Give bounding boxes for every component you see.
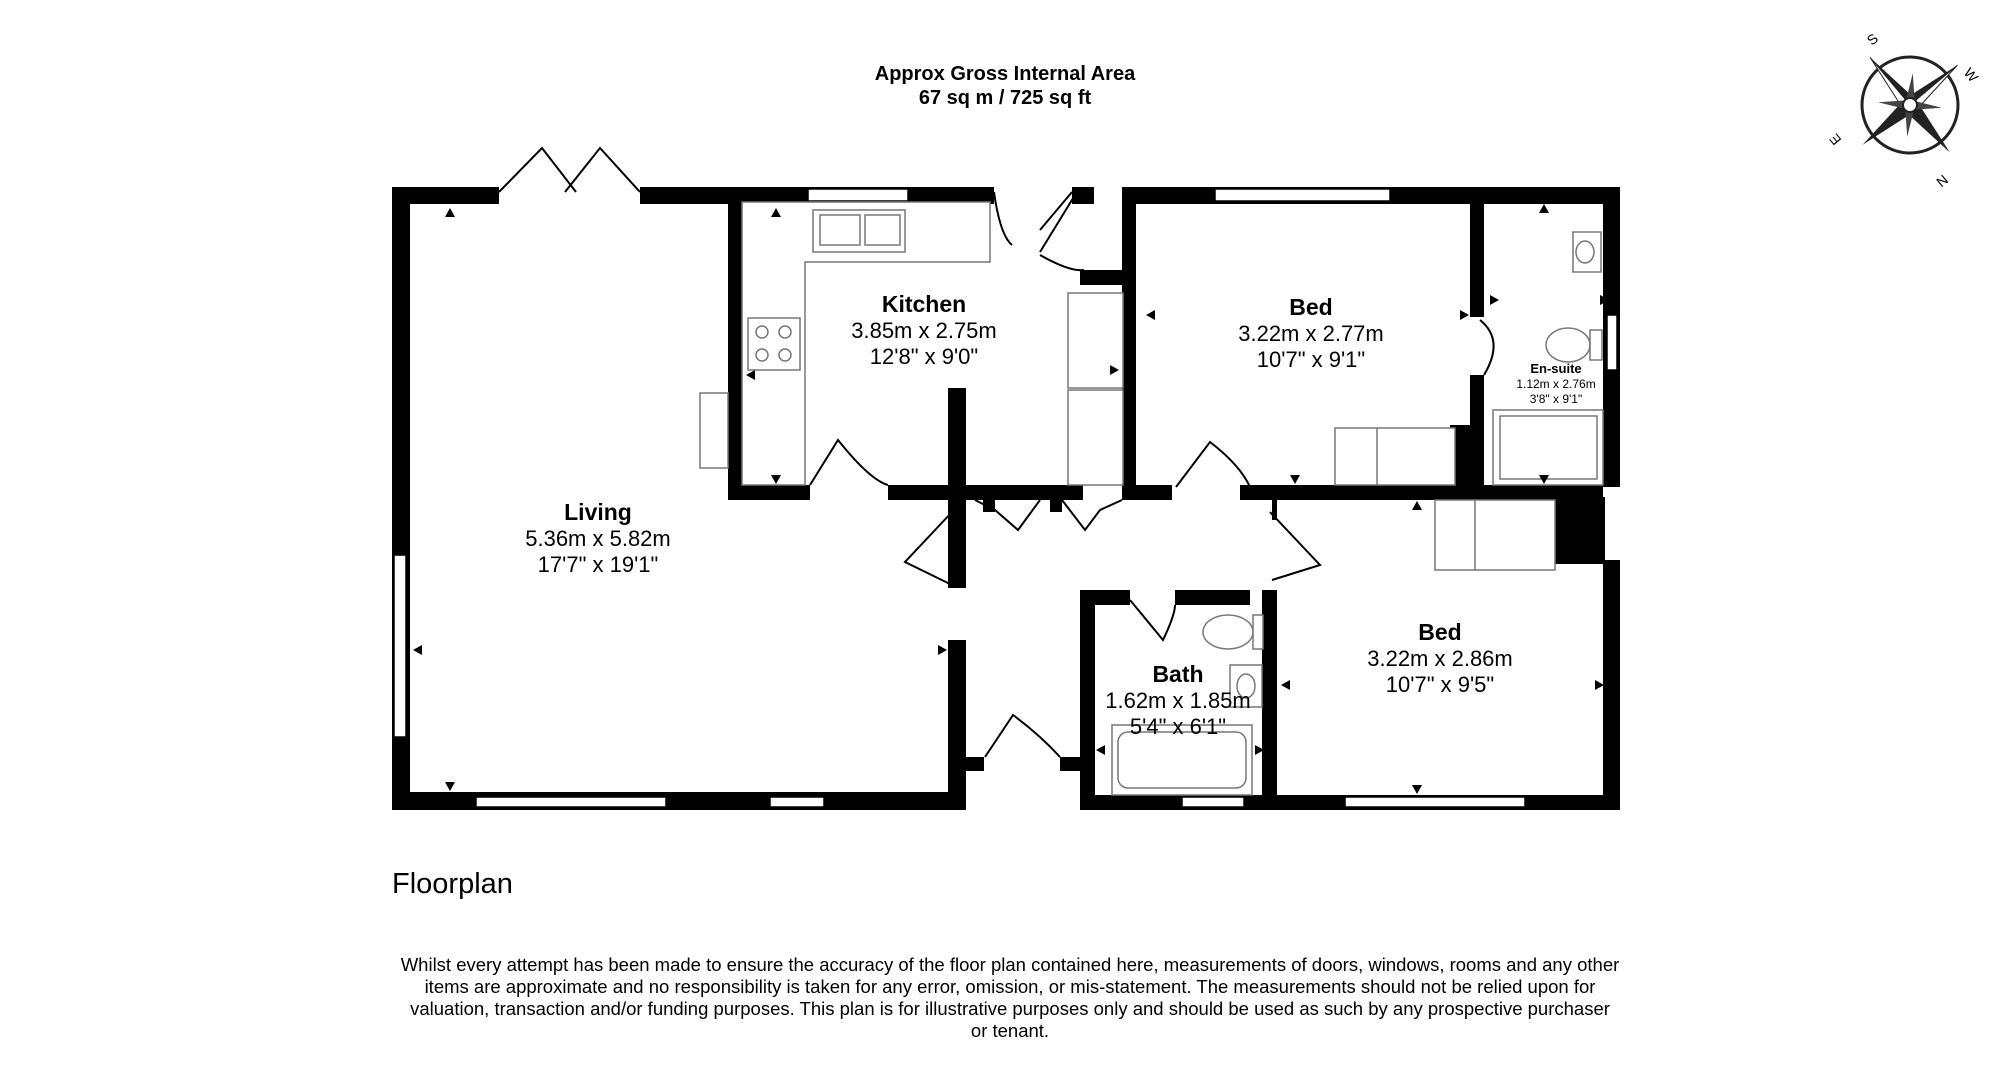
extractor-icon	[700, 393, 728, 468]
room-ensuite-imperial: 3'8" x 9'1"	[1529, 392, 1583, 406]
room-kitchen-imperial: 12'8" x 9'0"	[869, 344, 979, 369]
room-living-imperial: 17'7" x 19'1"	[537, 552, 659, 577]
room-bath-metric: 1.62m x 1.85m	[1105, 688, 1251, 713]
compass-label-w: W	[1960, 64, 1982, 86]
hob-icon	[748, 318, 800, 370]
room-bed2-imperial: 10'7" x 9'5"	[1385, 672, 1495, 697]
room-ensuite-name: En-suite	[1530, 361, 1582, 376]
room-bed1-metric: 3.22m x 2.77m	[1238, 321, 1384, 346]
area-title-line2: 67 sq m / 725 sq ft	[918, 87, 1092, 109]
bath-toilet-icon	[1203, 615, 1253, 649]
floorplan-label: Floorplan	[392, 868, 513, 900]
room-bed2-metric: 3.22m x 2.86m	[1367, 646, 1513, 671]
compass-icon	[1825, 28, 1982, 191]
compass-label-s: S	[1863, 30, 1882, 49]
toilet-icon	[1546, 328, 1590, 362]
compass-label-n: N	[1933, 171, 1952, 191]
disclaimer-text: Whilst every attempt has been made to ensure the accuracy of the floor plan contained here, measurements of doors, windows, rooms and any other items are approximate and no responsibility is taken for any error, omission, or mis-statement. The measurements should not be relied upon for valuation, transaction and/or funding purposes. This plan is for illustrative purposes only and should be used as such by any prospective purchaser or tenant.	[400, 954, 1620, 1041]
room-kitchen-metric: 3.85m x 2.75m	[851, 318, 997, 343]
room-kitchen-name: Kitchen	[881, 291, 967, 317]
area-title-line1: Approx Gross Internal Area	[874, 63, 1136, 85]
room-ensuite-metric: 1.12m x 2.76m	[1516, 377, 1596, 391]
room-bed1-imperial: 10'7" x 9'1"	[1256, 347, 1366, 372]
room-bed2-name: Bed	[1418, 619, 1462, 645]
compass-label-e: E	[1826, 130, 1845, 149]
room-bath-imperial: 5'4" x 6'1"	[1129, 714, 1227, 739]
room-bed1-name: Bed	[1289, 294, 1333, 320]
room-bath-name: Bath	[1152, 661, 1204, 687]
room-living-metric: 5.36m x 5.82m	[525, 526, 671, 551]
room-living-name: Living	[564, 499, 632, 525]
